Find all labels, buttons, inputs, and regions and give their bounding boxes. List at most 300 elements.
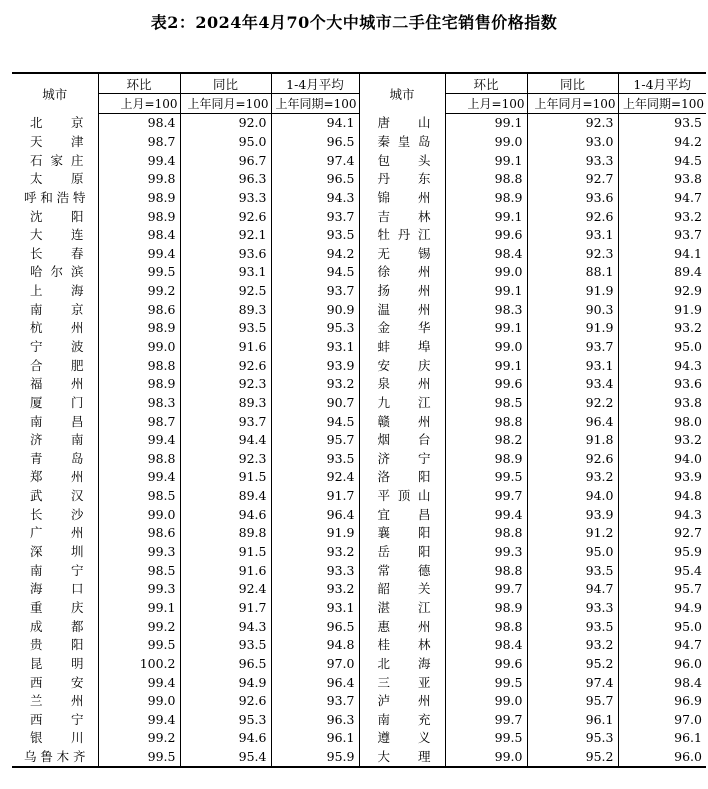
yoy-value: 89.3 [180, 394, 271, 413]
city-name: 包头 [359, 151, 445, 170]
mom-value: 98.4 [98, 226, 180, 245]
city-name: 南京 [30, 301, 84, 317]
avg-value: 91.7 [271, 487, 359, 506]
avg-value: 96.5 [271, 170, 359, 189]
header-yoy-base-left: 上年同月=100 [180, 94, 271, 114]
yoy-value: 92.6 [527, 450, 618, 469]
avg-value: 95.7 [271, 431, 359, 450]
price-index-table [12, 72, 706, 768]
avg-value: 96.4 [271, 673, 359, 692]
avg-value: 94.1 [618, 244, 706, 263]
city-name: 青岛 [30, 450, 84, 466]
city-name: 北京 [30, 115, 84, 131]
city-name: 大理 [359, 748, 445, 768]
mom-value: 98.7 [98, 133, 180, 152]
mom-value: 98.6 [98, 300, 180, 319]
mom-value: 98.9 [98, 375, 180, 394]
mom-value: 99.5 [98, 748, 180, 768]
table-row [12, 450, 706, 469]
avg-value: 93.2 [618, 431, 706, 450]
city-name: 厦门 [30, 394, 84, 410]
city-name: 昆明 [30, 655, 84, 671]
yoy-value: 94.6 [180, 729, 271, 748]
avg-value: 94.2 [271, 244, 359, 263]
mom-value: 99.3 [98, 543, 180, 562]
mom-value: 99.8 [98, 170, 180, 189]
city-name: 泉州 [359, 375, 445, 394]
mom-value: 99.5 [445, 673, 527, 692]
city-name: 太原 [30, 171, 84, 187]
mom-value: 99.1 [445, 282, 527, 301]
yoy-value: 92.3 [180, 450, 271, 469]
mom-value: 98.3 [98, 394, 180, 413]
city-name: 泸州 [359, 692, 445, 711]
mom-value: 99.5 [445, 729, 527, 748]
avg-value: 92.4 [271, 468, 359, 487]
city-name: 上海 [30, 283, 84, 299]
mom-value: 98.9 [445, 189, 527, 208]
header-avg-base-left: 上年同期=100 [271, 94, 359, 114]
yoy-value: 94.3 [180, 617, 271, 636]
city-name: 九江 [359, 394, 445, 413]
city-name: 兰州 [30, 693, 84, 709]
yoy-value: 89.8 [180, 524, 271, 543]
avg-value: 93.2 [618, 319, 706, 338]
city-name: 成都 [30, 618, 84, 634]
yoy-value: 89.4 [180, 487, 271, 506]
yoy-value: 94.9 [180, 673, 271, 692]
table-row [12, 729, 706, 748]
city-name: 南昌 [30, 413, 84, 429]
yoy-value: 92.6 [180, 207, 271, 226]
mom-value: 99.7 [445, 580, 527, 599]
avg-value: 91.9 [618, 300, 706, 319]
yoy-value: 91.9 [527, 319, 618, 338]
mom-value: 99.4 [98, 711, 180, 730]
yoy-value: 95.0 [527, 543, 618, 562]
city-name: 烟台 [359, 431, 445, 450]
table-row [12, 394, 706, 413]
yoy-value: 92.3 [527, 244, 618, 263]
yoy-value: 95.7 [527, 692, 618, 711]
table-row [12, 263, 706, 282]
header-yoy-base-right: 上年同月=100 [527, 94, 618, 114]
mom-value: 99.0 [445, 338, 527, 357]
avg-value: 96.3 [271, 711, 359, 730]
city-name: 安庆 [359, 356, 445, 375]
yoy-value: 92.6 [527, 207, 618, 226]
avg-value: 92.9 [618, 282, 706, 301]
yoy-value: 96.4 [527, 412, 618, 431]
city-name: 襄阳 [359, 524, 445, 543]
table-row [12, 692, 706, 711]
avg-value: 95.0 [618, 617, 706, 636]
mom-value: 98.9 [445, 599, 527, 618]
yoy-value: 91.6 [180, 338, 271, 357]
yoy-value: 94.4 [180, 431, 271, 450]
yoy-value: 94.0 [527, 487, 618, 506]
yoy-value: 91.5 [180, 468, 271, 487]
yoy-value: 95.3 [180, 711, 271, 730]
table-row [12, 505, 706, 524]
mom-value: 98.9 [98, 189, 180, 208]
yoy-value: 96.1 [527, 711, 618, 730]
mom-value: 99.0 [98, 692, 180, 711]
avg-value: 93.9 [618, 468, 706, 487]
avg-value: 94.9 [618, 599, 706, 618]
yoy-value: 93.2 [527, 468, 618, 487]
yoy-value: 93.6 [180, 244, 271, 263]
city-name: 蚌埠 [359, 338, 445, 357]
table-row [12, 151, 706, 170]
yoy-value: 90.3 [527, 300, 618, 319]
yoy-value: 92.4 [180, 580, 271, 599]
mom-value: 98.5 [445, 394, 527, 413]
avg-value: 94.2 [618, 133, 706, 152]
avg-value: 91.9 [271, 524, 359, 543]
city-name: 秦皇岛 [359, 133, 445, 152]
city-name: 广州 [30, 525, 84, 541]
avg-value: 93.7 [271, 282, 359, 301]
yoy-value: 88.1 [527, 263, 618, 282]
city-name: 福州 [30, 376, 84, 392]
city-name: 常德 [359, 561, 445, 580]
yoy-value: 93.3 [527, 151, 618, 170]
city-name: 平顶山 [359, 487, 445, 506]
city-name: 武汉 [30, 488, 84, 504]
mom-value: 98.8 [445, 412, 527, 431]
city-name: 洛阳 [359, 468, 445, 487]
city-name: 合肥 [30, 357, 84, 373]
yoy-value: 93.1 [527, 356, 618, 375]
city-name: 郑州 [30, 469, 84, 485]
city-name: 韶关 [359, 580, 445, 599]
yoy-value: 93.2 [527, 636, 618, 655]
avg-value: 94.5 [271, 263, 359, 282]
city-name: 呼和浩特 [24, 189, 86, 205]
table-row [12, 207, 706, 226]
mom-value: 98.8 [445, 561, 527, 580]
table-row [12, 189, 706, 208]
yoy-value: 96.7 [180, 151, 271, 170]
city-name: 岳阳 [359, 543, 445, 562]
yoy-value: 92.3 [180, 375, 271, 394]
yoy-value: 89.3 [180, 300, 271, 319]
city-name: 牡丹江 [359, 226, 445, 245]
mom-value: 99.0 [445, 692, 527, 711]
yoy-value: 96.5 [180, 655, 271, 674]
avg-value: 96.9 [618, 692, 706, 711]
header-yoy-right: 同比 [527, 73, 618, 94]
yoy-value: 93.6 [527, 189, 618, 208]
yoy-value: 93.5 [180, 319, 271, 338]
avg-value: 95.9 [618, 543, 706, 562]
city-name: 徐州 [359, 263, 445, 282]
city-name: 天津 [30, 133, 84, 149]
city-name: 大连 [30, 227, 84, 243]
avg-value: 93.2 [271, 543, 359, 562]
yoy-value: 93.7 [180, 412, 271, 431]
avg-value: 94.8 [271, 636, 359, 655]
avg-value: 94.3 [618, 505, 706, 524]
avg-value: 94.7 [618, 636, 706, 655]
yoy-value: 95.0 [180, 133, 271, 152]
city-name: 宁波 [30, 339, 84, 354]
yoy-value: 97.4 [527, 673, 618, 692]
city-name: 南充 [359, 711, 445, 730]
yoy-value: 93.5 [180, 636, 271, 655]
yoy-value: 92.0 [180, 114, 271, 133]
avg-value: 93.6 [618, 375, 706, 394]
city-name: 锦州 [359, 189, 445, 208]
avg-value: 93.7 [618, 226, 706, 245]
table-row [12, 244, 706, 263]
yoy-value: 93.1 [180, 263, 271, 282]
avg-value: 90.9 [271, 300, 359, 319]
yoy-value: 92.2 [527, 394, 618, 413]
city-name: 银川 [30, 730, 84, 746]
yoy-value: 95.2 [527, 748, 618, 768]
avg-value: 94.0 [618, 450, 706, 469]
mom-value: 98.9 [445, 450, 527, 469]
table-row [12, 636, 706, 655]
table-row [12, 319, 706, 338]
header-city-right: 城市 [359, 73, 445, 114]
city-name: 贵阳 [30, 637, 84, 653]
yoy-value: 91.5 [180, 543, 271, 562]
mom-value: 99.3 [445, 543, 527, 562]
page-title: 表2：2024年4月70个大中城市二手住宅销售价格指数 [150, 13, 558, 32]
yoy-value: 93.1 [527, 226, 618, 245]
mom-value: 98.9 [98, 207, 180, 226]
yoy-value: 93.5 [527, 617, 618, 636]
city-name: 石家庄 [30, 152, 84, 168]
mom-value: 99.1 [445, 319, 527, 338]
city-name: 西宁 [30, 711, 84, 727]
mom-value: 98.8 [98, 450, 180, 469]
mom-value: 99.1 [445, 151, 527, 170]
table-row [12, 468, 706, 487]
mom-value: 99.0 [445, 133, 527, 152]
yoy-value: 96.3 [180, 170, 271, 189]
city-name: 金华 [359, 319, 445, 338]
mom-value: 99.7 [445, 487, 527, 506]
avg-value: 94.3 [271, 189, 359, 208]
mom-value: 99.1 [445, 114, 527, 133]
mom-value: 100.2 [98, 655, 180, 674]
yoy-value: 94.7 [527, 580, 618, 599]
mom-value: 98.8 [98, 356, 180, 375]
avg-value: 94.5 [271, 412, 359, 431]
yoy-value: 92.1 [180, 226, 271, 245]
yoy-value: 92.3 [527, 114, 618, 133]
mom-value: 98.5 [98, 561, 180, 580]
table-row [12, 300, 706, 319]
avg-value: 97.0 [618, 711, 706, 730]
mom-value: 98.8 [445, 170, 527, 189]
table-row [12, 114, 706, 133]
table-row [12, 338, 706, 357]
table-row [12, 487, 706, 506]
avg-value: 96.4 [271, 505, 359, 524]
city-name: 长沙 [30, 506, 84, 522]
mom-value: 99.4 [98, 244, 180, 263]
avg-value: 93.5 [618, 114, 706, 133]
mom-value: 99.5 [445, 468, 527, 487]
city-name: 哈尔滨 [30, 264, 84, 280]
header-yoy-left: 同比 [180, 73, 271, 94]
mom-value: 99.4 [98, 431, 180, 450]
avg-value: 93.1 [271, 599, 359, 618]
mom-value: 99.2 [98, 282, 180, 301]
table-row [12, 673, 706, 692]
city-name: 吉林 [359, 207, 445, 226]
table-row [12, 543, 706, 562]
avg-value: 97.0 [271, 655, 359, 674]
mom-value: 99.0 [98, 338, 180, 357]
city-name: 深圳 [30, 544, 84, 560]
avg-value: 96.5 [271, 133, 359, 152]
table-row [12, 524, 706, 543]
city-name: 济南 [30, 432, 84, 448]
yoy-value: 91.8 [527, 431, 618, 450]
avg-value: 90.7 [271, 394, 359, 413]
city-name: 三亚 [359, 673, 445, 692]
city-name: 沈阳 [30, 208, 84, 224]
mom-value: 99.1 [98, 599, 180, 618]
yoy-value: 91.7 [180, 599, 271, 618]
avg-value: 94.7 [618, 189, 706, 208]
avg-value: 92.7 [618, 524, 706, 543]
city-name: 湛江 [359, 599, 445, 618]
mom-value: 99.0 [98, 505, 180, 524]
avg-value: 94.1 [271, 114, 359, 133]
mom-value: 98.6 [98, 524, 180, 543]
yoy-value: 93.7 [527, 338, 618, 357]
yoy-value: 95.3 [527, 729, 618, 748]
yoy-value: 92.6 [180, 356, 271, 375]
avg-value: 94.5 [618, 151, 706, 170]
mom-value: 98.9 [98, 319, 180, 338]
table-row [12, 599, 706, 618]
yoy-value: 93.9 [527, 505, 618, 524]
city-name: 海口 [30, 581, 84, 597]
mom-value: 98.5 [98, 487, 180, 506]
mom-value: 99.6 [445, 655, 527, 674]
mom-value: 98.8 [445, 617, 527, 636]
mom-value: 99.0 [445, 748, 527, 768]
mom-value: 99.5 [98, 263, 180, 282]
mom-value: 99.2 [98, 729, 180, 748]
table-row [12, 356, 706, 375]
avg-value: 97.4 [271, 151, 359, 170]
avg-value: 98.0 [618, 412, 706, 431]
table-row [12, 617, 706, 636]
table-row [12, 226, 706, 245]
header-avg-base-right: 上年同期=100 [618, 94, 706, 114]
avg-value: 96.1 [271, 729, 359, 748]
header-city-left: 城市 [12, 73, 98, 114]
yoy-value: 93.5 [527, 561, 618, 580]
yoy-value: 92.7 [527, 170, 618, 189]
mom-value: 99.7 [445, 711, 527, 730]
header-avg-left: 1-4月平均 [271, 73, 359, 94]
avg-value: 93.8 [618, 170, 706, 189]
city-name: 无锡 [359, 244, 445, 263]
avg-value: 93.8 [618, 394, 706, 413]
avg-value: 98.4 [618, 673, 706, 692]
table-row [12, 375, 706, 394]
table-row [12, 748, 706, 768]
mom-value: 98.7 [98, 412, 180, 431]
city-name: 南宁 [30, 562, 84, 578]
mom-value: 99.6 [445, 226, 527, 245]
mom-value: 98.4 [98, 114, 180, 133]
city-name: 杭州 [30, 320, 84, 336]
table-row [12, 170, 706, 189]
city-name: 扬州 [359, 282, 445, 301]
mom-value: 99.6 [445, 375, 527, 394]
mom-value: 99.0 [445, 263, 527, 282]
avg-value: 93.7 [271, 207, 359, 226]
yoy-value: 95.2 [527, 655, 618, 674]
avg-value: 95.3 [271, 319, 359, 338]
city-name: 赣州 [359, 412, 445, 431]
avg-value: 95.0 [618, 338, 706, 357]
mom-value: 99.4 [445, 505, 527, 524]
city-name: 济宁 [359, 450, 445, 469]
mom-value: 99.1 [445, 207, 527, 226]
table-row [12, 655, 706, 674]
mom-value: 98.2 [445, 431, 527, 450]
avg-value: 95.7 [618, 580, 706, 599]
yoy-value: 93.3 [527, 599, 618, 618]
avg-value: 96.5 [271, 617, 359, 636]
avg-value: 95.9 [271, 748, 359, 768]
table-row [12, 282, 706, 301]
city-name: 桂林 [359, 636, 445, 655]
header-mom-base-left: 上月=100 [98, 94, 180, 114]
table-row [12, 711, 706, 730]
city-name: 丹东 [359, 170, 445, 189]
city-name: 重庆 [30, 599, 84, 615]
city-name: 唐山 [359, 114, 445, 133]
mom-value: 99.4 [98, 151, 180, 170]
mom-value: 99.3 [98, 580, 180, 599]
avg-value: 93.1 [271, 338, 359, 357]
avg-value: 93.2 [618, 207, 706, 226]
avg-value: 94.3 [618, 356, 706, 375]
city-name: 西安 [30, 674, 84, 690]
avg-value: 96.0 [618, 748, 706, 768]
avg-value: 93.5 [271, 450, 359, 469]
avg-value: 93.5 [271, 226, 359, 245]
mom-value: 98.4 [445, 636, 527, 655]
avg-value: 95.4 [618, 561, 706, 580]
mom-value: 98.4 [445, 244, 527, 263]
city-name: 宜昌 [359, 505, 445, 524]
avg-value: 96.0 [618, 655, 706, 674]
mom-value: 99.4 [98, 468, 180, 487]
avg-value: 93.7 [271, 692, 359, 711]
city-name: 北海 [359, 655, 445, 674]
avg-value: 94.8 [618, 487, 706, 506]
city-name: 乌鲁木齐 [12, 748, 98, 768]
table-row [12, 580, 706, 599]
header-mom-base-right: 上月=100 [445, 94, 527, 114]
yoy-value: 95.4 [180, 748, 271, 768]
city-name: 温州 [359, 300, 445, 319]
